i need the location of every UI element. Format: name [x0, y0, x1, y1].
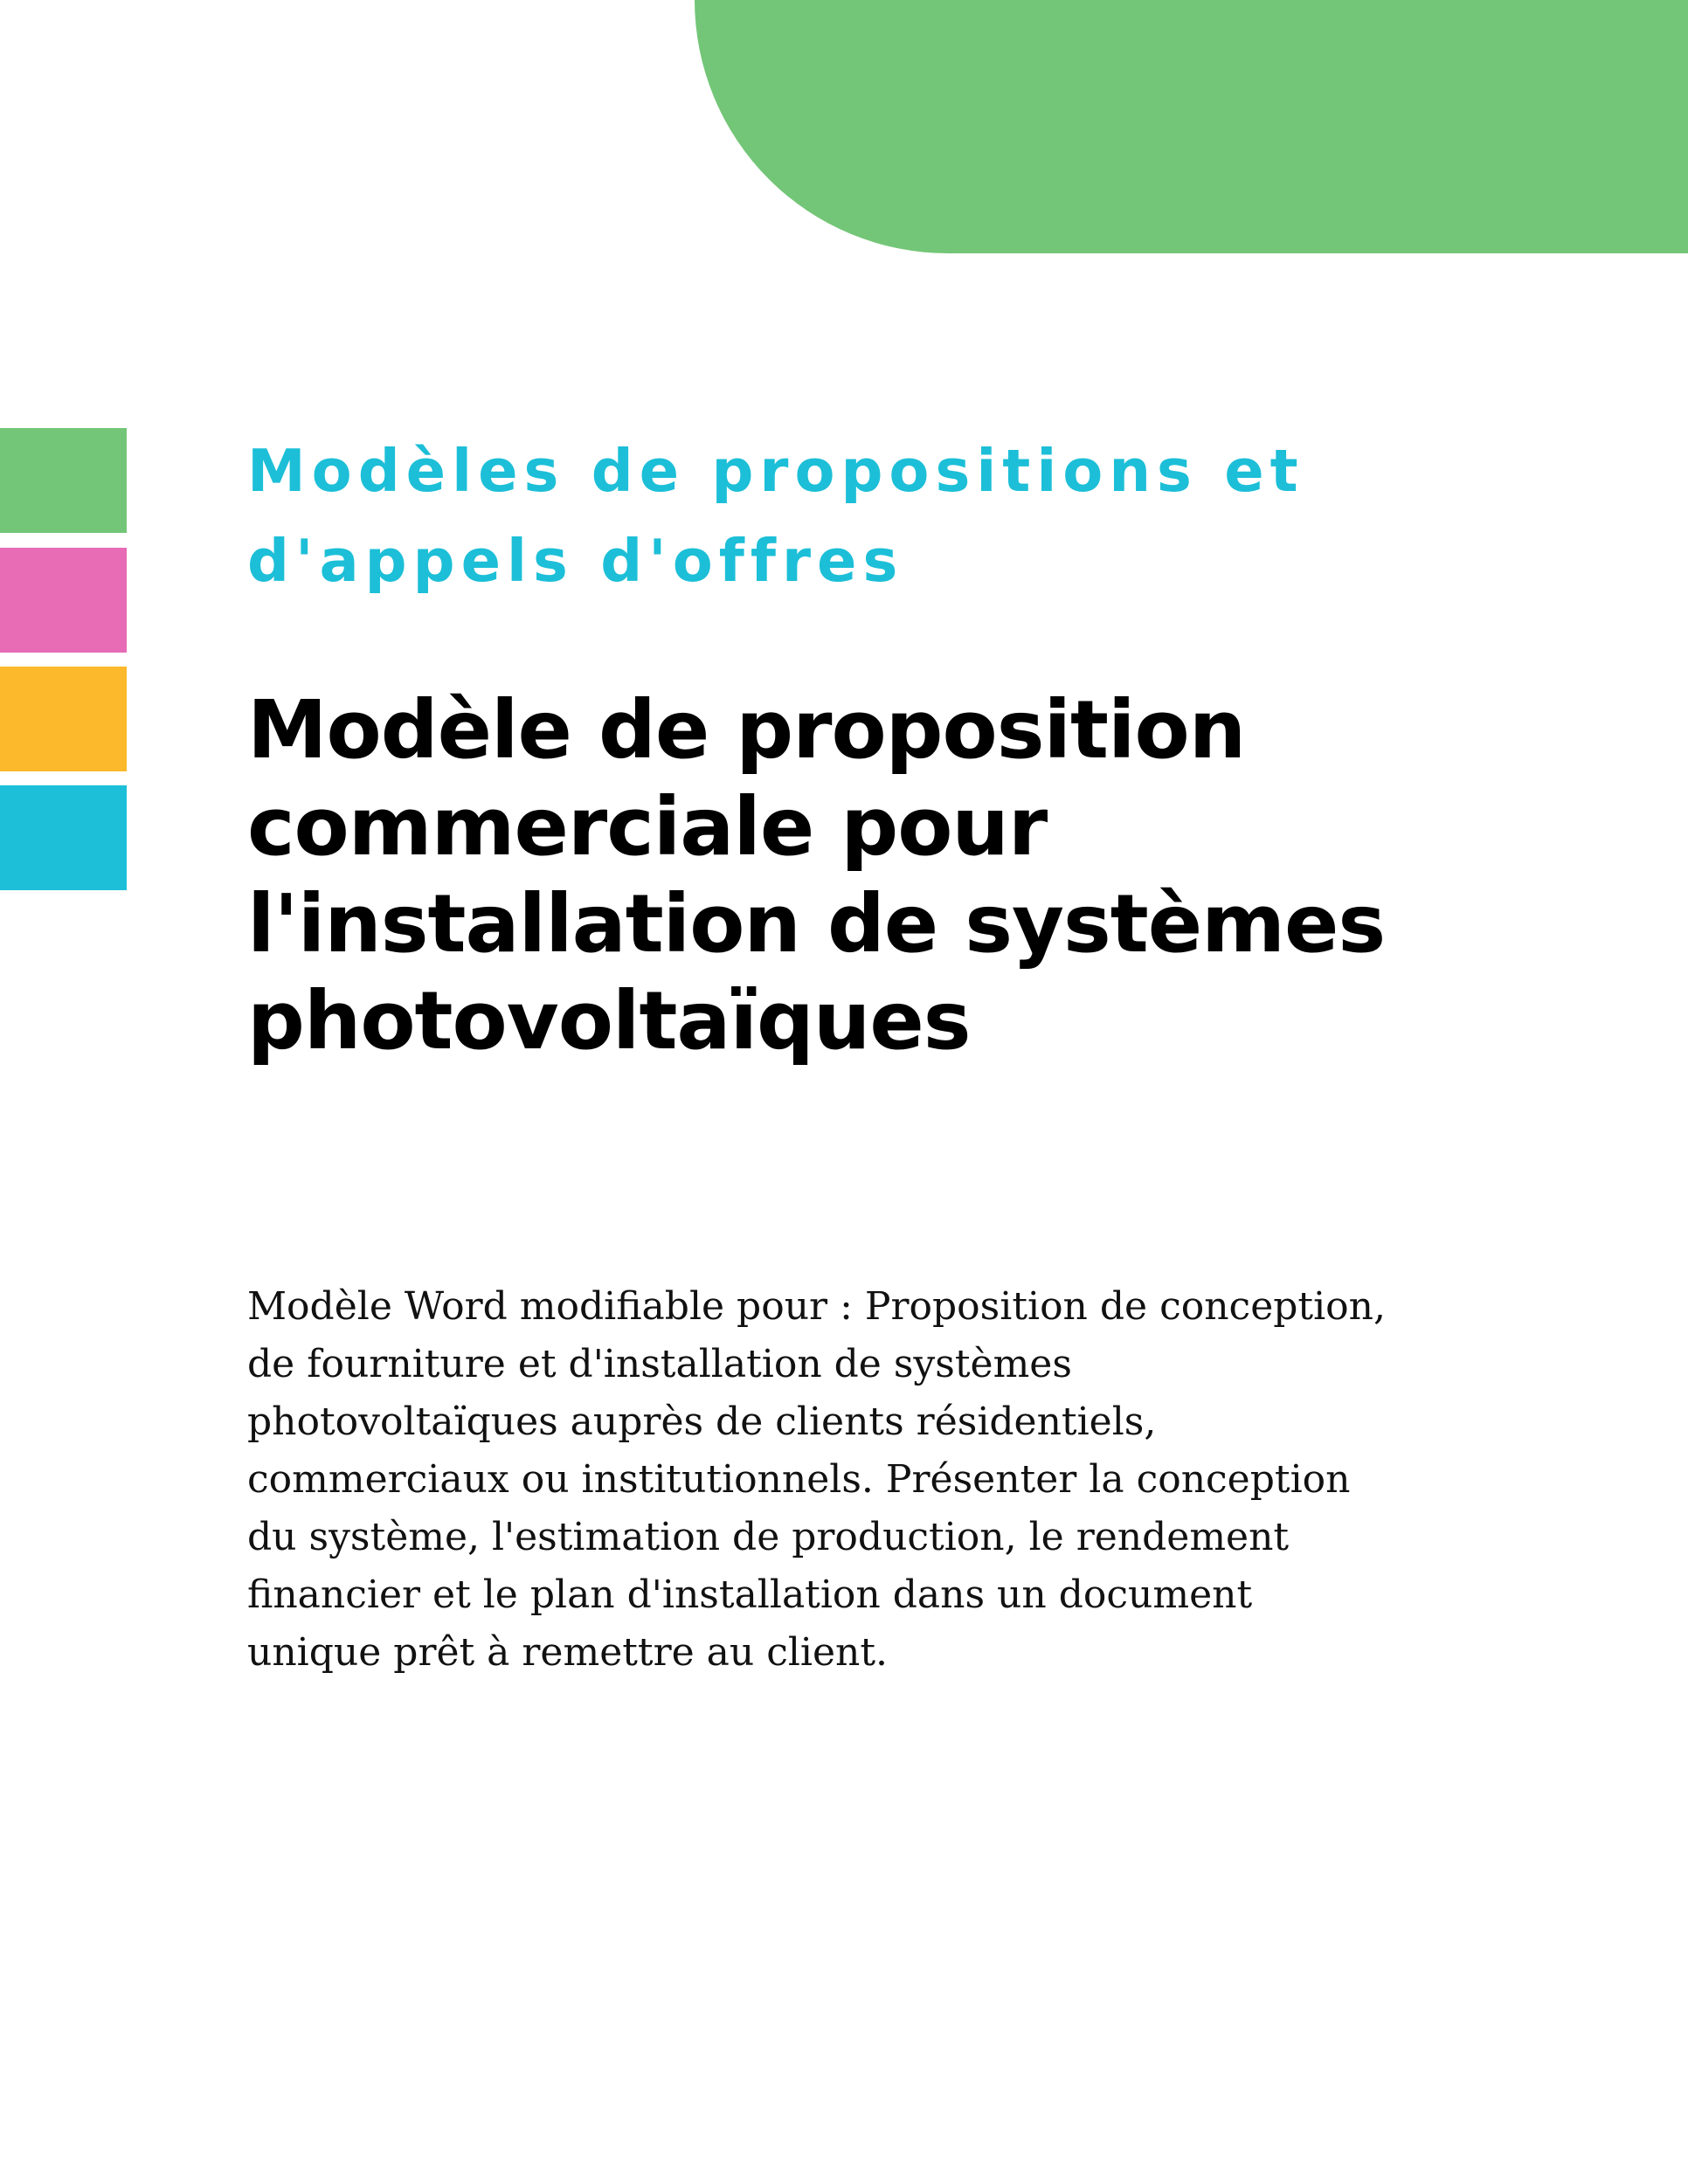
- pink-color-block: [0, 548, 127, 653]
- description-line: photovoltaïques auprès de clients résidentiels,: [247, 1400, 1157, 1444]
- title-line: Modèle de proposition: [247, 683, 1246, 777]
- description-paragraph: [247, 1278, 1575, 1682]
- title-line: photovoltaïques: [247, 974, 971, 1068]
- description-line: du système, l'estimation de production, le rendement: [247, 1515, 1290, 1559]
- yellow-color-block: [0, 667, 127, 771]
- cyan-color-block: [0, 785, 127, 890]
- decorative-top-shape: [695, 0, 1688, 253]
- description-line: unique prêt à remettre au client.: [247, 1630, 889, 1675]
- title-line: l'installation de systèmes: [247, 877, 1386, 971]
- category-heading: [247, 426, 1514, 606]
- title-line: commerciale pour: [247, 780, 1048, 874]
- document-title: [247, 681, 1610, 1069]
- green-color-block: [0, 428, 127, 533]
- description-line: financier et le plan d'installation dans un document: [247, 1572, 1253, 1617]
- category-line: d'appels d'offres: [247, 527, 904, 595]
- description-line: commerciaux ou institutionnels. Présenter la conception: [247, 1457, 1351, 1502]
- description-line: Modèle Word modifiable pour : Proposition de conception,: [247, 1284, 1386, 1329]
- description-line: de fourniture et d'installation de systèmes: [247, 1342, 1072, 1386]
- category-line: Modèles de propositions et: [247, 437, 1304, 505]
